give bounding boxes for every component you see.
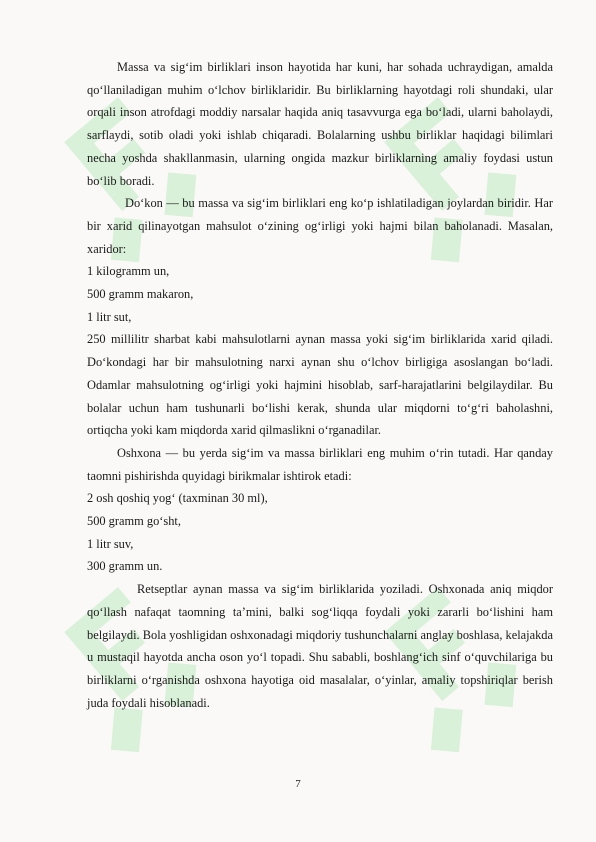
- list-item: 1 kilogramm un,: [87, 264, 170, 279]
- list-item: 500 gramm makaron,: [87, 287, 194, 302]
- paragraph-shop-prices: 250 millilitr sharbat kabi mahsulotlarni aynan massa yoki sig‘im birliklarida xarid qiladi. Do‘kondagi har bir mahsulotning narxi aynan shu o‘lchov birligiga asoslangan bo‘ladi. Odamlar mahsulotning og‘irligi yoki hajmini hisoblab, sarf-harajatlarini belgilaydilar. Bu bolalar uchun ham tushunarli bo‘lishi kerak, shunda ular miqdorni to‘g‘ri baholashni, ortiqcha yoki kam miqdorda xarid qilmaslikni o‘rganadilar.: [87, 332, 553, 438]
- list-item: 1 litr suv,: [87, 536, 134, 551]
- page-number: 7: [295, 778, 301, 790]
- list-item: 2 osh qoshiq yog‘ (taxminan 30 ml),: [87, 491, 268, 506]
- list-item: 1 litr sut,: [87, 309, 132, 324]
- list-item: 500 gramm go‘sht,: [87, 514, 181, 529]
- paragraph-kitchen: Oshxona — bu yerda sig‘im va massa birliklari eng muhim o‘rin tutadi. Har qanday taomni pishirishda quyidagi birikmalar ishtirok etadi:: [87, 445, 553, 483]
- paragraph-shop: Do‘kon — bu massa va sig‘im birliklari eng ko‘p ishlatiladigan joylardan biridir. Har bir xarid qilinayotgan mahsulot o‘zining og‘irligi yoki hajmi bilan baholanadi. Masalan, xaridor:: [87, 196, 553, 256]
- paragraph-units-intro: Massa va sig‘im birliklari inson hayotida har kuni, har sohada uchraydigan, amalda qo‘llaniladigan muhim o‘lchov birliklaridir. Bu birliklarning hayotdagi roli shundaki, ular orqali inson atrofdagi moddiy narsalar haqida aniq tasavvurga ega bo‘ladi, ularni baholaydi, sarflaydi, sotib oladi yoki ishlab chiqaradi. Bolalarning ushbu birliklar haqidagi bilimlari necha yoshda shakllanmasin, ularning ongida mazkur birliklarning amaliy foydasi ustun bo‘lib boradi.: [87, 60, 553, 188]
- document-body: [87, 56, 553, 714]
- list-item: 300 gramm un.: [87, 559, 163, 574]
- paragraph-recipes: Retseptlar aynan massa va sig‘im birliklarida yoziladi. Oshxonada aniq miqdor qo‘llash nafaqat taomning ta’mini, balki sog‘liqqa foydali yoki zararli bo‘lishini ham belgilaydi. Bola yoshligidan oshxonadagi miqdoriy tushunchalarni anglay boshlasa, kelajakda u mustaqil hayotda ancha oson yo‘l topadi. Shu sababli, boshlang‘ich sinf o‘quvchilariga bu birliklarni o‘rganishda oshxona hayotiga oid masalalar, o‘yinlar, amaliy topshiriqlar berish juda foydali hisoblanadi.: [87, 582, 553, 710]
